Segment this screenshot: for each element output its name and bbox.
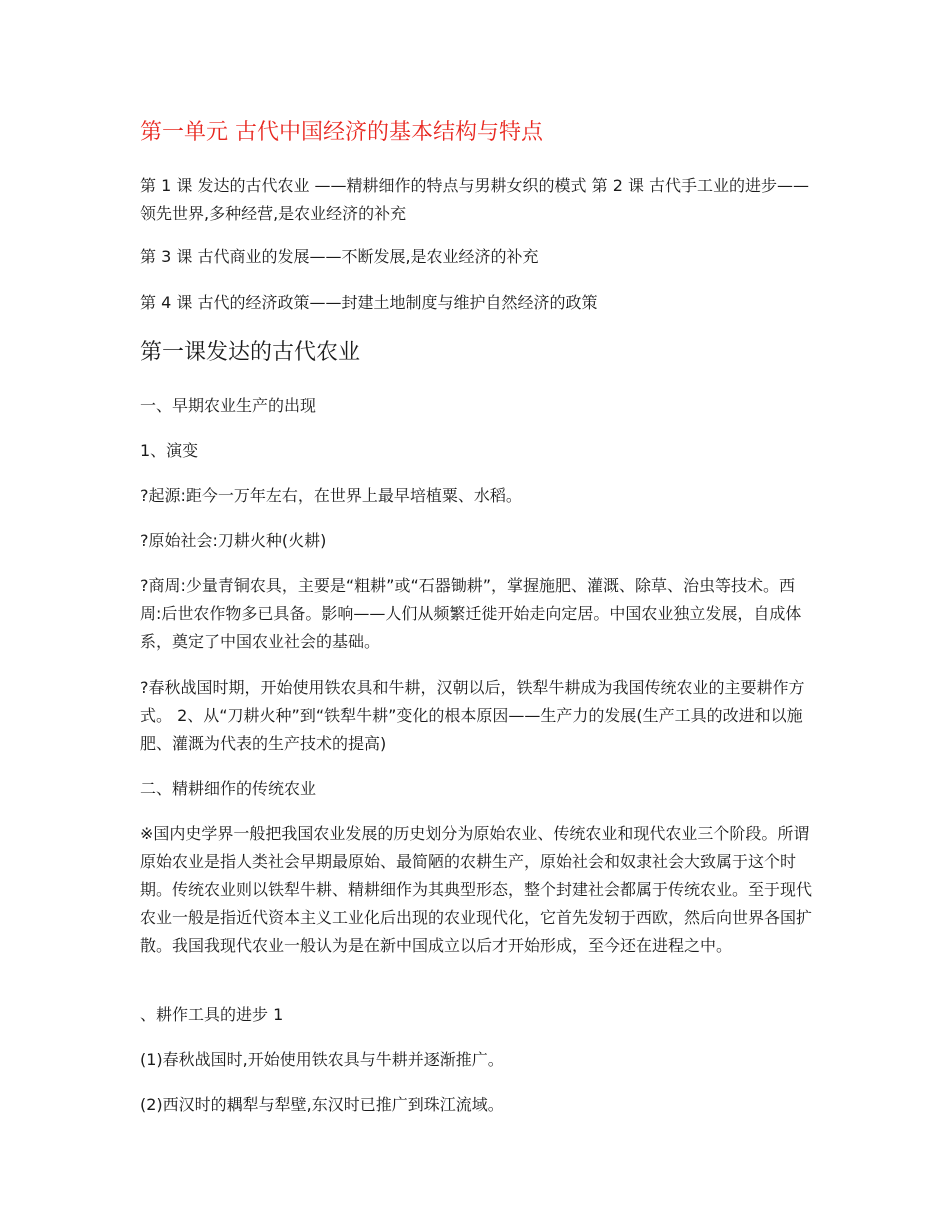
tools-item-2: (2)西汉时的耦犁与犁壁,东汉时已推广到珠江流域。 bbox=[140, 1095, 504, 1114]
tools-item-1: (1)春秋战国时,开始使用铁农具与牛耕并逐渐推广。 bbox=[140, 1050, 504, 1069]
lessons-overview-line3: 第 4 课 古代的经济政策——封建土地制度与维护自然经济的政策 bbox=[140, 293, 598, 312]
section2-note: ※国内史学界一般把我国农业发展的历史划分为原始农业、传统农业和现代农业三个阶段。所谓原始农业是指人类社会早期最原始、最简陋的农耕生产，原始社会和奴隶社会大致属于这个时期。传统农业则以铁犁牛耕、精耕细作为其典型形态，整个封建社会都属于传统农业。至于现代农业一般是指近代资本主义工业化后出现的农业现代化，它首先发轫于西欧，然后向世界各国扩散。我国我现代农业一般认为是在新中国成立以后才开始形成，至今还在进程之中。 bbox=[140, 824, 813, 955]
lessons-overview-line1: 第 1 课 发达的古代农业 ——精耕细作的特点与男耕女织的模式 第 2 课 古代手工业的进步——领先世界,多种经营,是农业经济的补充 bbox=[140, 176, 810, 223]
section1-item-primitive: ?原始社会:刀耕火种(火耕) bbox=[140, 531, 327, 550]
tools-heading: 、耕作工具的进步 1 bbox=[140, 1005, 284, 1024]
section1-subheading: 1、演变 bbox=[140, 441, 199, 460]
lessons-overview-line2: 第 3 课 古代商业的发展——不断发展,是农业经济的补充 bbox=[140, 247, 539, 266]
section1-item-chunqiu: ?春秋战国时期，开始使用铁农具和牛耕，汉朝以后，铁犁牛耕成为我国传统农业的主要耕作方式。 2、从“刀耕火种”到“铁犁牛耕”变化的根本原因——生产力的发展(生产工具的改进和以施肥、灌溉为代表的生产技术的提高) bbox=[140, 678, 805, 753]
section1-heading: 一、早期农业生产的出现 bbox=[140, 396, 317, 415]
unit-title: 第一单元 古代中国经济的基本结构与特点 bbox=[140, 120, 543, 145]
lesson-title: 第一课发达的古代农业 bbox=[140, 340, 361, 365]
section1-item-origin: ?起源:距今一万年左右，在世界上最早培植粟、水稻。 bbox=[140, 486, 522, 505]
section1-item-shangzhou: ?商周:少量青铜农具，主要是“粗耕”或“石器锄耕”，掌握施肥、灌溉、除草、治虫等技术。西周:后世农作物多已具备。影响——人们从频繁迁徙开始走向定居。中国农业独立发展，自成体系，奠定了中国农业社会的基础。 bbox=[140, 576, 802, 651]
section2-heading: 二、精耕细作的传统农业 bbox=[140, 779, 317, 798]
